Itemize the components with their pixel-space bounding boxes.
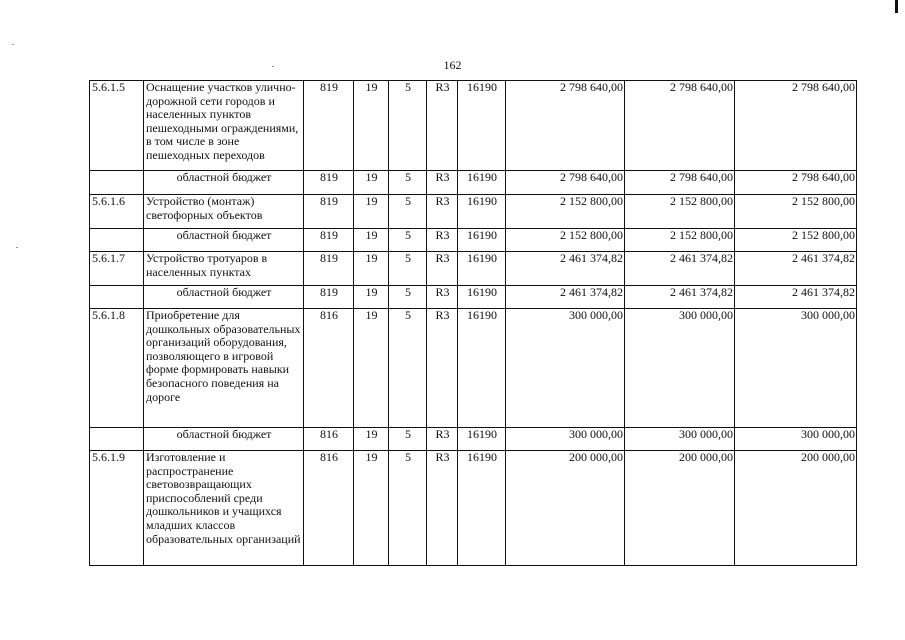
budget-item-row [90, 309, 857, 428]
row-name: Изготовление и распространение световозвращающих приспособлений среди дошкольников и учащихся младших классов образовательных организаций [144, 451, 304, 566]
amount-year-1: 2 152 800,00 [506, 195, 625, 229]
row-code: 5.6.1.6 [90, 195, 144, 229]
section-code: 19 [354, 286, 389, 309]
scan-speck [16, 247, 18, 248]
article-code: R3 [427, 428, 458, 451]
ministry-code: 816 [304, 451, 354, 566]
row-name: областной бюджет [144, 428, 304, 451]
row-code: 5.6.1.8 [90, 309, 144, 428]
row-code [90, 428, 144, 451]
amount-year-1: 2 798 640,00 [506, 81, 625, 171]
article-code: R3 [427, 309, 458, 428]
amount-year-2: 2 152 800,00 [625, 195, 735, 229]
ministry-code: 819 [304, 81, 354, 171]
expense-code: 16190 [458, 171, 506, 195]
section-code: 19 [354, 81, 389, 171]
row-name: областной бюджет [144, 171, 304, 195]
row-name: областной бюджет [144, 229, 304, 252]
amount-year-1: 2 461 374,82 [506, 286, 625, 309]
article-code: R3 [427, 252, 458, 286]
article-code: R3 [427, 81, 458, 171]
budget-item-row [90, 252, 857, 286]
amount-year-2: 2 461 374,82 [625, 252, 735, 286]
article-code: R3 [427, 195, 458, 229]
amount-year-2: 2 152 800,00 [625, 229, 735, 252]
budget-item-row [90, 195, 857, 229]
subsection-code: 5 [389, 195, 427, 229]
amount-year-1: 300 000,00 [506, 428, 625, 451]
expense-code: 16190 [458, 195, 506, 229]
section-code: 19 [354, 229, 389, 252]
budget-table [89, 80, 857, 566]
subsection-code: 5 [389, 428, 427, 451]
row-name: Приобретение для дошкольных образовательных организаций оборудования, позволяющего в игровой форме формировать навыки безопасного поведения на дороге [144, 309, 304, 428]
amount-year-1: 2 461 374,82 [506, 252, 625, 286]
section-code: 19 [354, 195, 389, 229]
amount-year-1: 2 152 800,00 [506, 229, 625, 252]
expense-code: 16190 [458, 451, 506, 566]
amount-year-3: 2 461 374,82 [735, 286, 857, 309]
subsection-code: 5 [389, 309, 427, 428]
budget-item-row [90, 81, 857, 171]
ministry-code: 819 [304, 195, 354, 229]
article-code: R3 [427, 451, 458, 566]
subsection-code: 5 [389, 451, 427, 566]
ministry-code: 819 [304, 286, 354, 309]
subsection-code: 5 [389, 229, 427, 252]
expense-code: 16190 [458, 229, 506, 252]
row-name: областной бюджет [144, 286, 304, 309]
amount-year-1: 300 000,00 [506, 309, 625, 428]
amount-year-3: 300 000,00 [735, 309, 857, 428]
row-name: Устройство (монтаж) светофорных объектов [144, 195, 304, 229]
budget-table-body [90, 81, 857, 566]
ministry-code: 819 [304, 171, 354, 195]
subsection-code: 5 [389, 252, 427, 286]
page-number: 162 [443, 58, 462, 72]
amount-year-3: 2 152 800,00 [735, 195, 857, 229]
article-code: R3 [427, 171, 458, 195]
amount-year-3: 2 461 374,82 [735, 252, 857, 286]
row-code: 5.6.1.7 [90, 252, 144, 286]
ministry-code: 816 [304, 428, 354, 451]
section-code: 19 [354, 309, 389, 428]
budget-source-row [90, 171, 857, 195]
expense-code: 16190 [458, 252, 506, 286]
row-code: 5.6.1.5 [90, 81, 144, 171]
expense-code: 16190 [458, 81, 506, 171]
amount-year-2: 200 000,00 [625, 451, 735, 566]
scan-edge-mark [895, 0, 898, 13]
row-code [90, 286, 144, 309]
amount-year-3: 2 152 800,00 [735, 229, 857, 252]
amount-year-1: 2 798 640,00 [506, 171, 625, 195]
section-code: 19 [354, 171, 389, 195]
subsection-code: 5 [389, 171, 427, 195]
amount-year-3: 200 000,00 [735, 451, 857, 566]
budget-source-row [90, 286, 857, 309]
subsection-code: 5 [389, 286, 427, 309]
amount-year-2: 300 000,00 [625, 309, 735, 428]
expense-code: 16190 [458, 309, 506, 428]
amount-year-2: 300 000,00 [625, 428, 735, 451]
row-name: Оснащение участков улично-дорожной сети городов и населенных пунктов пешеходными ограждениями, в том числе в зоне пешеходных переходов [144, 81, 304, 171]
amount-year-3: 2 798 640,00 [735, 171, 857, 195]
article-code: R3 [427, 229, 458, 252]
section-code: 19 [354, 451, 389, 566]
row-code [90, 229, 144, 252]
row-code [90, 171, 144, 195]
budget-source-row [90, 229, 857, 252]
row-code: 5.6.1.9 [90, 451, 144, 566]
amount-year-3: 300 000,00 [735, 428, 857, 451]
amount-year-3: 2 798 640,00 [735, 81, 857, 171]
row-name: Устройство тротуаров в населенных пунктах [144, 252, 304, 286]
section-code: 19 [354, 252, 389, 286]
expense-code: 16190 [458, 286, 506, 309]
ministry-code: 819 [304, 229, 354, 252]
amount-year-1: 200 000,00 [506, 451, 625, 566]
expense-code: 16190 [458, 428, 506, 451]
ministry-code: 819 [304, 252, 354, 286]
subsection-code: 5 [389, 81, 427, 171]
article-code: R3 [427, 286, 458, 309]
amount-year-2: 2 798 640,00 [625, 171, 735, 195]
ministry-code: 816 [304, 309, 354, 428]
section-code: 19 [354, 428, 389, 451]
budget-item-row [90, 451, 857, 566]
amount-year-2: 2 461 374,82 [625, 286, 735, 309]
amount-year-2: 2 798 640,00 [625, 81, 735, 171]
budget-source-row [90, 428, 857, 451]
scan-speck [12, 44, 14, 45]
